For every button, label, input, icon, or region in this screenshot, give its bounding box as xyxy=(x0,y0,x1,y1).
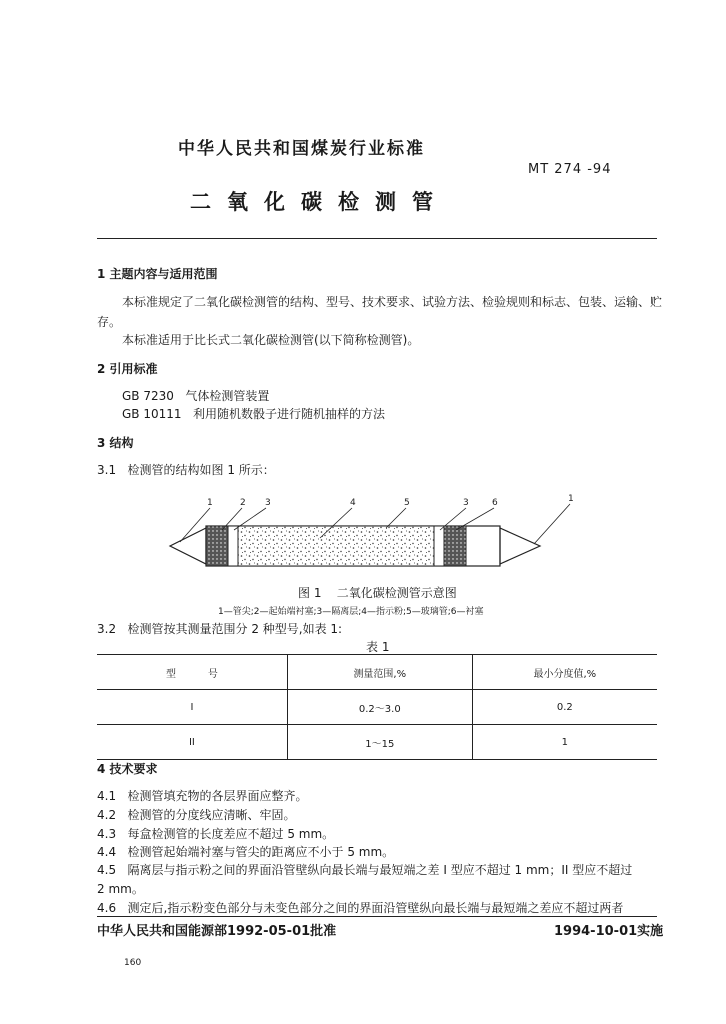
header-min-division: 最小分度值,% xyxy=(472,655,657,690)
detector-tube-figure xyxy=(160,490,590,580)
header-model: 型 号 xyxy=(97,655,287,690)
section-1-heading: 1 主题内容与适用范围 xyxy=(97,267,218,281)
reference-1: GB 7230 气体检测管装置 xyxy=(122,389,270,403)
plug-right xyxy=(444,526,466,566)
approval-line: 中华人民共和国能源部1992-05-01批准 xyxy=(97,924,337,939)
cell-model: I xyxy=(97,690,287,725)
clause-4-2: 4.2 检测管的分度线应清晰、牢固。 xyxy=(97,808,296,822)
implementation-date: 1994-10-01实施 xyxy=(554,924,664,939)
standard-organization: 中华人民共和国煤炭行业标准 xyxy=(178,139,425,159)
footer-rule xyxy=(97,916,657,917)
section-3-heading: 3 结构 xyxy=(97,436,134,450)
clause-3-2: 3.2 检测管按其测量范围分 2 种型号,如表 1: xyxy=(97,622,343,636)
separation-layer-left xyxy=(228,526,238,566)
header-range: 测量范围,% xyxy=(287,655,472,690)
table-title: 表 1 xyxy=(366,640,390,654)
clause-4-6: 4.6 测定后,指示粉变色部分与未变色部分之间的界面沿管壁纵向最长端与最短端之差应不超过两者 xyxy=(97,901,624,915)
section-2-heading: 2 引用标准 xyxy=(97,362,158,376)
separation-layer-right xyxy=(434,526,444,566)
callout-2: 2 xyxy=(240,498,246,508)
clause-4-1: 4.1 检测管填充物的各层界面应整齐。 xyxy=(97,789,308,803)
page-number: 160 xyxy=(124,958,142,968)
clause-4-5: 4.5 隔离层与指示粉之间的界面沿管壁纵向最长端与最短端之差 I 型应不超过 1 mm；II 型应不超过 xyxy=(97,863,633,877)
standard-code: MT 274 -94 xyxy=(528,162,612,177)
section-1-paragraph-1-cont: 存。 xyxy=(97,315,122,329)
document-title: 二氧化碳检测管 xyxy=(190,190,449,214)
header-rule xyxy=(97,238,657,239)
cell-range: 0.2～3.0 xyxy=(287,690,472,725)
section-1-paragraph-1: 本标准规定了二氧化碳检测管的结构、型号、技术要求、试验方法、检验规则和标志、包装、运输、贮 xyxy=(122,295,663,309)
table-1 xyxy=(97,654,657,760)
figure-caption: 图 1 二氧化碳检测管示意图 xyxy=(298,586,457,600)
reference-2: GB 10111 利用随机数骰子进行随机抽样的方法 xyxy=(122,407,385,421)
section-4-heading: 4 技术要求 xyxy=(97,762,158,776)
starting-plug xyxy=(206,526,228,566)
cell-range: 1～15 xyxy=(287,725,472,760)
table-row xyxy=(97,725,657,760)
callout-1b: 1 xyxy=(568,494,574,504)
clause-4-5-cont: 2 mm。 xyxy=(97,882,144,896)
section-1-paragraph-2: 本标准适用于比长式二氧化碳检测管(以下简称检测管)。 xyxy=(122,333,420,347)
callout-4: 4 xyxy=(350,498,356,508)
callout-5: 5 xyxy=(404,498,410,508)
indicator-powder xyxy=(238,526,434,566)
callout-3b: 3 xyxy=(463,498,469,508)
callout-1: 1 xyxy=(207,498,213,508)
callout-3: 3 xyxy=(265,498,271,508)
callout-6: 6 xyxy=(492,498,498,508)
cell-min-division: 0.2 xyxy=(472,690,657,725)
table-header-row xyxy=(97,655,657,690)
clause-4-3: 4.3 每盒检测管的长度差应不超过 5 mm。 xyxy=(97,827,335,841)
clause-4-4: 4.4 检测管起始端衬塞与管尖的距离应不小于 5 mm。 xyxy=(97,845,395,859)
cell-min-division: 1 xyxy=(472,725,657,760)
table-row xyxy=(97,690,657,725)
tube-tip-right xyxy=(500,528,540,564)
figure-legend: 1—管尖;2—起始端衬塞;3—隔离层;4—指示粉;5—玻璃管;6—衬塞 xyxy=(218,607,484,617)
cell-model: II xyxy=(97,725,287,760)
clause-3-1: 3.1 检测管的结构如图 1 所示： xyxy=(97,463,275,477)
